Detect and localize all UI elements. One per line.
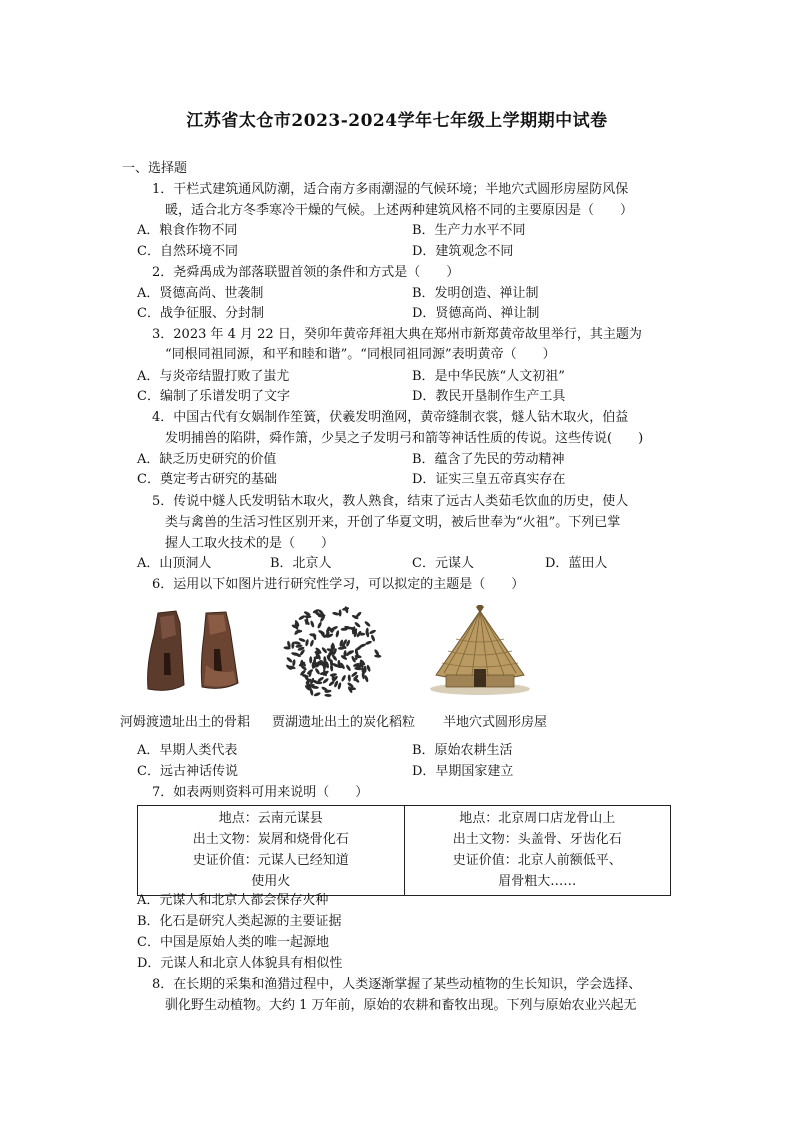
rice-grain [348, 674, 351, 681]
caption-hut: 半地穴式圆形房屋 [443, 715, 548, 730]
question-3-stem-cont: “同根同祖同源，和平和睦和谐”。“同根同祖同源”表明黄帝（ ） [165, 347, 556, 362]
q7-option-b: B．化石是研究人类起源的主要证据 [137, 914, 342, 929]
rice-grain [323, 663, 326, 670]
section-heading: 一、选择题 [122, 161, 188, 176]
q7-option-a: A．元谋人和北京人都会保存火种 [137, 893, 329, 908]
page-title: 江苏省太仓市2023-2024学年七年级上学期期中试卷 [186, 111, 608, 131]
question-1-stem-cont: 暖，适合北方冬季寒冷干燥的气候。上述两种建筑风格不同的主要原因是（ ） [165, 203, 634, 218]
rice-grain [369, 629, 377, 635]
question-8-stem: 8．在长期的采集和渔猎过程中，人类逐渐掌握了某些动植物的生长知识，学会选择、 [152, 977, 642, 992]
question-5-stem-cont2: 握人工取火技术的是（ ） [165, 536, 335, 551]
q5-option-d: D．蓝田人 [545, 556, 608, 571]
q1-option-b: B．生产力水平不同 [412, 223, 526, 238]
q7-option-c: C．中国是原始人类的唯一起源地 [137, 935, 329, 950]
question-4-stem: 4．中国古代有女娲制作笙簧，伏羲发明渔网，黄帝缝制衣裳，燧人钻木取火，伯益 [152, 410, 629, 425]
q3-option-a: A．与炎帝结盟打败了蚩尤 [137, 369, 290, 384]
rice-grain [309, 639, 314, 647]
q2-option-a: A．贤德高尚、世袭制 [137, 286, 264, 301]
q4-option-a: A．缺乏历史研究的价值 [137, 452, 277, 467]
rice-grain [314, 667, 320, 675]
q7-data-table [137, 805, 671, 896]
rice-grain [309, 656, 312, 663]
q7-left-line: 地点：云南元谋县 [218, 811, 323, 826]
q7-left-line: 出土文物：炭屑和烧骨化石 [192, 832, 349, 847]
q7-table-cell-right [404, 806, 671, 896]
q1-option-a: A．粮食作物不同 [137, 223, 238, 238]
rice-grain [304, 615, 311, 618]
q7-right-line: 出土文物：头盖骨、牙齿化石 [452, 832, 622, 847]
rice-grain [370, 634, 375, 642]
q7-table-cell-left [138, 806, 405, 896]
q6-option-c: C．远古神话传说 [137, 764, 238, 779]
caption-rice-grains: 贾湖遗址出土的炭化稻粒 [272, 715, 416, 730]
q4-option-d: D．证实三皇五帝真实存在 [412, 472, 566, 487]
q2-option-d: D．贤德高尚、禅让制 [412, 306, 540, 321]
question-5-stem-cont: 类与禽兽的生活习性区别开来，开创了华夏文明，被后世奉为“火祖”。下列已掌 [165, 515, 621, 530]
q3-option-d: D．教民开垦制作生产工具 [412, 389, 566, 404]
q7-left-line: 史证价值：元谋人已经知道 [192, 853, 349, 868]
rice-grain [345, 664, 351, 672]
rice-grain [332, 611, 340, 616]
rice-grain [321, 646, 328, 653]
q7-left-line: 使用火 [251, 874, 291, 889]
question-1-stem: 1．干栏式建筑通风防潮，适合南方多雨潮湿的气候环境；半地穴式圆形房屋防风保 [152, 182, 629, 197]
bone-spade-image [140, 605, 250, 697]
rice-grain [310, 620, 315, 628]
rice-grain [339, 609, 342, 616]
caption-bone-spade: 河姆渡遗址出土的骨耜 [120, 715, 251, 730]
q6-option-b: B．原始农耕生活 [412, 743, 513, 758]
q2-option-c: C．战争征服、分封制 [137, 306, 264, 321]
q1-option-d: D．建筑观念不同 [412, 244, 514, 259]
q5-option-a: A．山顶洞人 [137, 556, 212, 571]
question-7-stem: 7．如表两则资料可用来说明（ ） [152, 785, 369, 800]
q4-option-b: B．蕴含了先民的劳动精神 [412, 452, 565, 467]
q2-option-b: B．发明创造、禅让制 [412, 286, 539, 301]
rice-grain [305, 639, 309, 647]
rice-grain [366, 664, 371, 672]
q6-option-a: A．早期人类代表 [137, 743, 238, 758]
rice-grain [324, 694, 331, 697]
q6-option-d: D．早期国家建立 [412, 764, 514, 779]
q5-option-c: C．元谋人 [412, 556, 474, 571]
rice-grain [341, 674, 347, 682]
rice-grains-image [278, 602, 386, 702]
q7-right-line: 地点：北京周口店龙骨山上 [459, 811, 616, 826]
q7-right-line: 眉骨粗大…… [498, 874, 577, 889]
rice-grain [355, 611, 362, 618]
q7-right-line: 史证价值：北京人前额低平、 [452, 853, 622, 868]
rice-grain [313, 692, 321, 697]
rice-grain [293, 641, 301, 645]
rice-grain [335, 630, 340, 638]
question-4-stem-cont: 发明捕兽的陷阱，舜作箫，少昊之子发明弓和箭等神话性质的传说。这些传说( ) [165, 431, 644, 446]
rice-grain [364, 620, 371, 627]
question-2-stem: 2．尧舜禹成为部落联盟首领的条件和方式是（ ） [152, 265, 460, 280]
rice-grain [292, 659, 296, 667]
question-6-stem: 6．运用以下如图片进行研究性学习，可以拟定的主题是（ ） [152, 577, 525, 592]
rice-grain [298, 637, 306, 642]
rice-grain [317, 621, 323, 629]
question-3-stem: 3．2023 年 4 月 22 日，癸卯年黄帝拜祖大典在郑州市新郑黄帝故里举行，其主题为 [152, 327, 642, 342]
q1-option-c: C．自然环境不同 [137, 244, 238, 259]
q5-option-b: B．北京人 [270, 556, 332, 571]
q4-option-c: C．奠定考古研究的基础 [137, 472, 277, 487]
q7-option-d: D．元谋人和北京人体貌具有相似性 [137, 956, 343, 971]
hut-image [428, 605, 532, 697]
q3-option-b: B．是中华民族“人文初祖” [412, 369, 565, 384]
rice-grain [286, 656, 293, 663]
question-5-stem: 5．传说中燧人氏发明钻木取火，教人熟食，结束了远古人类茹毛饮血的历史，使人 [152, 494, 629, 509]
question-8-stem-cont: 驯化野生动植物。大约 1 万年前，原始的农耕和畜牧出现。下列与原始农业兴起无 [165, 998, 637, 1013]
q3-option-c: C．编制了乐谱发明了文字 [137, 389, 290, 404]
